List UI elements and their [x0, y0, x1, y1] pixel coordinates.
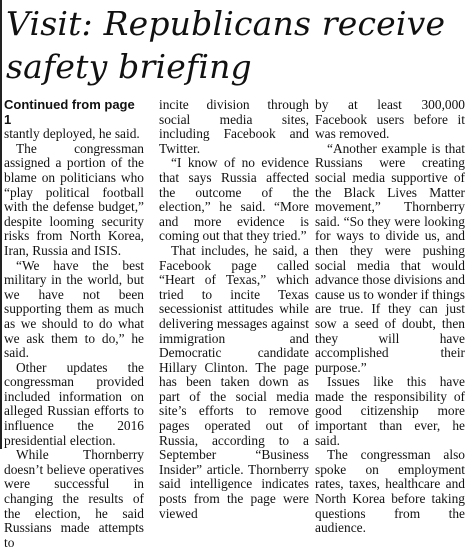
- paragraph: While Thornberry doesn’t believe operatives were successful in changing the results of the election, he said Russians made attempts to: [4, 447, 144, 550]
- paragraph: by at least 300,000 Facebook users before it was removed.: [315, 97, 465, 142]
- column-2: [159, 98, 309, 521]
- column-1: [4, 98, 144, 550]
- paragraph: “Another example is that Russians were creating social media supportive of the Black Lives Matter movement,” Thornberry said. “So they were looking for ways to divide us, and then they were pushing social media that would advance those divisions and cause us to wonder if things are true. If they can just sow a seed of doubt, then they will have accomplished their purpose.”: [315, 140, 465, 375]
- headline-line-2: safety briefing: [6, 47, 252, 86]
- paragraph: Other updates the congressman provided included information on alleged Russian efforts to influence the 2016 presidential election.: [4, 359, 144, 448]
- continued-from-label: Continued from page 1: [4, 97, 135, 127]
- paragraph: The congressman also spoke on employment rates, taxes, healthcare and North Korea before taking questions from the audience.: [315, 447, 465, 536]
- headline-line-1: Visit: Republicans receive: [6, 4, 446, 43]
- article-body: [2, 97, 466, 550]
- paragraph: stantly deployed, he said.: [4, 126, 140, 142]
- paragraph: The congressman assigned a portion of the blame on politicians who “play political football with the defense budget,” despite looming security risks from North Korea, Iran, Russia and ISIS.: [4, 140, 144, 258]
- paragraph: Issues like this have made the responsibility of good citizenship more important than ever, he said.: [315, 374, 465, 448]
- headline: [6, 2, 464, 88]
- paragraph: “I know of no evidence that says Russia affected the outcome of the election,” he said. “More and more evidence is coming out that they tried.”: [159, 155, 309, 244]
- paragraph: “We have the best military in the world, but we have not been supporting them as much as we should to do what we ask them to do,” he said.: [4, 257, 144, 361]
- column-3: [315, 98, 465, 536]
- paragraph: incite division through social media sites, including Facebook and Twitter.: [159, 97, 309, 156]
- paragraph: That includes, he said, a Facebook page called “Heart of Texas,” which tried to incite Texas secessionist attitudes while delivering messages against immigration and Democratic candidate Hillary Clinton. The page has been taken down as part of the social media site’s efforts to remove pages operated out of Russia, according to a September “Business Insider” article. Thornberry said intelligence indicates posts from the page were viewed: [159, 242, 309, 521]
